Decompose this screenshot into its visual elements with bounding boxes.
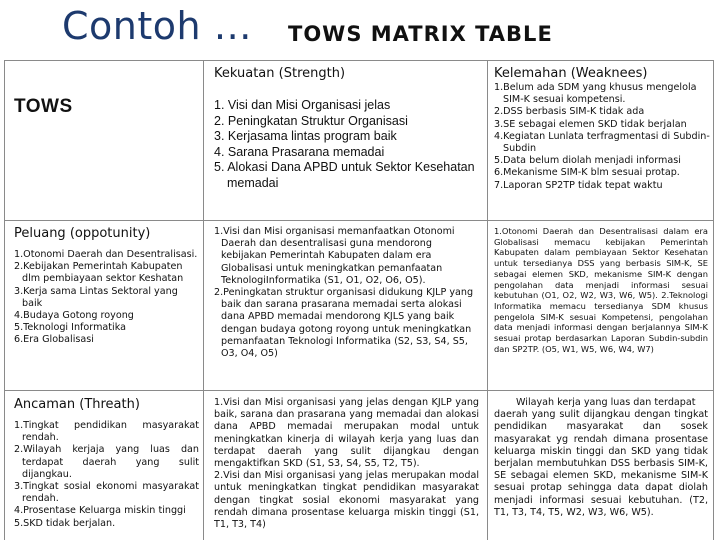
st-strategy: 1.Visi dan Misi organisasi yang jelas dengan KJLP yang baik, sarana dan prasarana yang memadai dan alokasi dana APBD memadai merupakan modal untuk meningkatkan kinerja di wilayah kerja yang luas dan terdapat daerah yang sulit dijangkau dengan mengaktifkan SKD (S1, S3, S4, S5, T2, T5). — [214, 397, 479, 470]
list-item: 6.Mekanisme SIM-K blm sesuai protap. — [494, 167, 680, 179]
threat-title: Ancaman (Threath) — [14, 397, 140, 412]
so-strategy: 1.Visi dan Misi organisasi memanfaatkan Otonomi Daerah dan desentralisasi guna mendorong kebijakan Pemerintah Kabupaten dalam era Globalisasi untuk meningkatkan pemanfaatan TeknologiInformatika (S1, O1, O2, O6, O5). — [214, 226, 455, 286]
title-sub: TOWS MATRIX TABLE — [288, 22, 553, 46]
grid-line — [713, 60, 714, 540]
strength-list — [214, 98, 479, 191]
tows-label: TOWS — [14, 96, 73, 117]
grid-line — [4, 390, 714, 391]
list-item: 4.Prosentase Keluarga miskin tinggi — [14, 505, 186, 517]
list-item: 4.Kegiatan Lunlata terfragmentasi di Subdin-Subdin — [494, 130, 710, 155]
grid-line — [4, 220, 714, 221]
opportunity-title: Peluang (oppotunity) — [14, 226, 151, 241]
list-item: 5.Data belum diolah menjadi informasi — [494, 155, 681, 167]
list-item: 4. Sarana Prasarana memadai — [214, 144, 385, 159]
grid-line — [4, 60, 714, 61]
list-item: 5. Alokasi Dana APBD untuk Sektor Kesehatan memadai — [214, 160, 475, 190]
wt-strategy-cell — [494, 397, 708, 519]
strength-header: Kekuatan (Strength) — [214, 66, 346, 81]
grid-line — [4, 60, 5, 540]
list-item: 7.Laporan SP2TP tidak tepat waktu — [494, 179, 663, 191]
list-item: 4.Budaya Gotong royong — [14, 310, 134, 322]
list-item: 1.Tingkat pendidikan masyarakat rendah. — [14, 420, 199, 444]
list-item: 3.Kerja sama Lintas Sektoral yang baik — [14, 285, 178, 309]
list-item: 3.Tingkat sosial ekonomi masyarakat rendah. — [14, 481, 199, 505]
list-item: 1.Otonomi Daerah dan Desentralisasi. — [14, 249, 198, 260]
list-item: 1.Belum ada SDM yang khusus mengelola SIM-K sesuai kompetensi. — [494, 82, 697, 106]
opportunity-list — [14, 249, 199, 347]
so-strategy-cell — [214, 226, 479, 360]
so-strategy: 2.Peningkatan struktur organisasi didukung KJLP yang baik dan sarana prasarana memadai serta alokasi dana APBD memadai mendorong KJLS yang baik dengan budaya gotong royong untuk meningkatkan pemanfaatan Teknologi Informatika (S2, S3, S4, S5, O3, O4, O5) — [214, 287, 474, 360]
list-item: 6.Era Globalisasi — [14, 334, 94, 346]
threat-cell — [14, 397, 199, 530]
strength-cell — [214, 98, 479, 191]
tows-matrix — [4, 60, 714, 540]
st-strategy: 2.Visi dan Misi organisasi yang jelas merupakan modal untuk meningkatkan tingkat pendidikan masyarakat dengan tingkat sosial ekonomi masyarakat yang rendah dimana prosentase keluarga miskin tinggi (S1, T1, T3, T4) — [214, 470, 479, 531]
list-item: 2.DSS berbasis SIM-K tidak ada — [494, 106, 645, 118]
list-item: 5.Teknologi Informatika — [14, 322, 126, 334]
title-main: Contoh … — [62, 4, 253, 48]
threat-list — [14, 420, 199, 530]
weakness-header: Kelemahan (Weaknees) — [494, 66, 648, 81]
list-item: 5.SKD tidak berjalan. — [14, 517, 116, 529]
list-item: 1. Visi dan Misi Organisasi jelas — [214, 98, 391, 112]
list-item: 2.Wilayah kerjaja yang luas dan terdapat daerah yang sulit dijangkau. — [14, 444, 199, 480]
grid-line — [487, 60, 488, 540]
opportunity-cell — [14, 226, 199, 347]
wo-strategy-cell — [494, 226, 708, 354]
list-item: 2. Peningkatan Struktur Organisasi — [214, 113, 408, 128]
list-item: 3. Kerjasama lintas program baik — [214, 129, 397, 143]
wt-strategy-lead: Wilayah kerja yang luas dan terdapat — [516, 397, 696, 408]
wt-strategy: daerah yang sulit dijangkau dengan tingkat pendidikan masyarakat dan sosek masyarakat yg rendah dimana prosentase keluarga miskin tinggi dan SKD yang tidak berjalan membutuhkan DSS berbasis SIM-K, SE sebagai elemen SKD, mekanisme SIM-K sesuai protap sehingga data dapat diolah menjadi informasi sesuai kebutuhan. (T2, T1, T3, T4, T5, W2, W3, W6, W5). — [494, 409, 708, 518]
weakness-list — [494, 82, 712, 192]
slide-title — [0, 0, 720, 58]
weakness-cell — [494, 82, 712, 192]
list-item: 3.SE sebagai elemen SKD tidak berjalan — [494, 118, 687, 130]
list-item: 2.Kebijakan Pemerintah Kabupaten dlm pembiayaan sektor Keshatan — [14, 261, 184, 285]
st-strategy-cell — [214, 397, 479, 531]
grid-line — [203, 60, 204, 540]
corner-cell — [14, 96, 194, 118]
wo-strategy: 1.Otonomi Daerah dan Desentralisasi dalam era Globalisasi memacu kebijakan Pemerintah Kabupaten dalam pembiayaan Sektor Kesehatan untuk tersedianya DSS yang berbasis SIM-K, SE sebagai elemen SKD, mekanisme SIM-K dengan pengolahan data menjadi informasi sesuai kebutuhan (O1, O2, W2, W3, W6, W5). 2.Teknologi Informatika memacu tersedianya SDM khusus pengelola SIM-K sesuai Kompetensi, pengolahan data menjadi informasi dengan berjalannya SIM-K sesuai protap berdasarkan Laporan Subdin-subdin dan SP2TP. (O5, W1, W5, W6, W4, W7) — [494, 226, 708, 354]
